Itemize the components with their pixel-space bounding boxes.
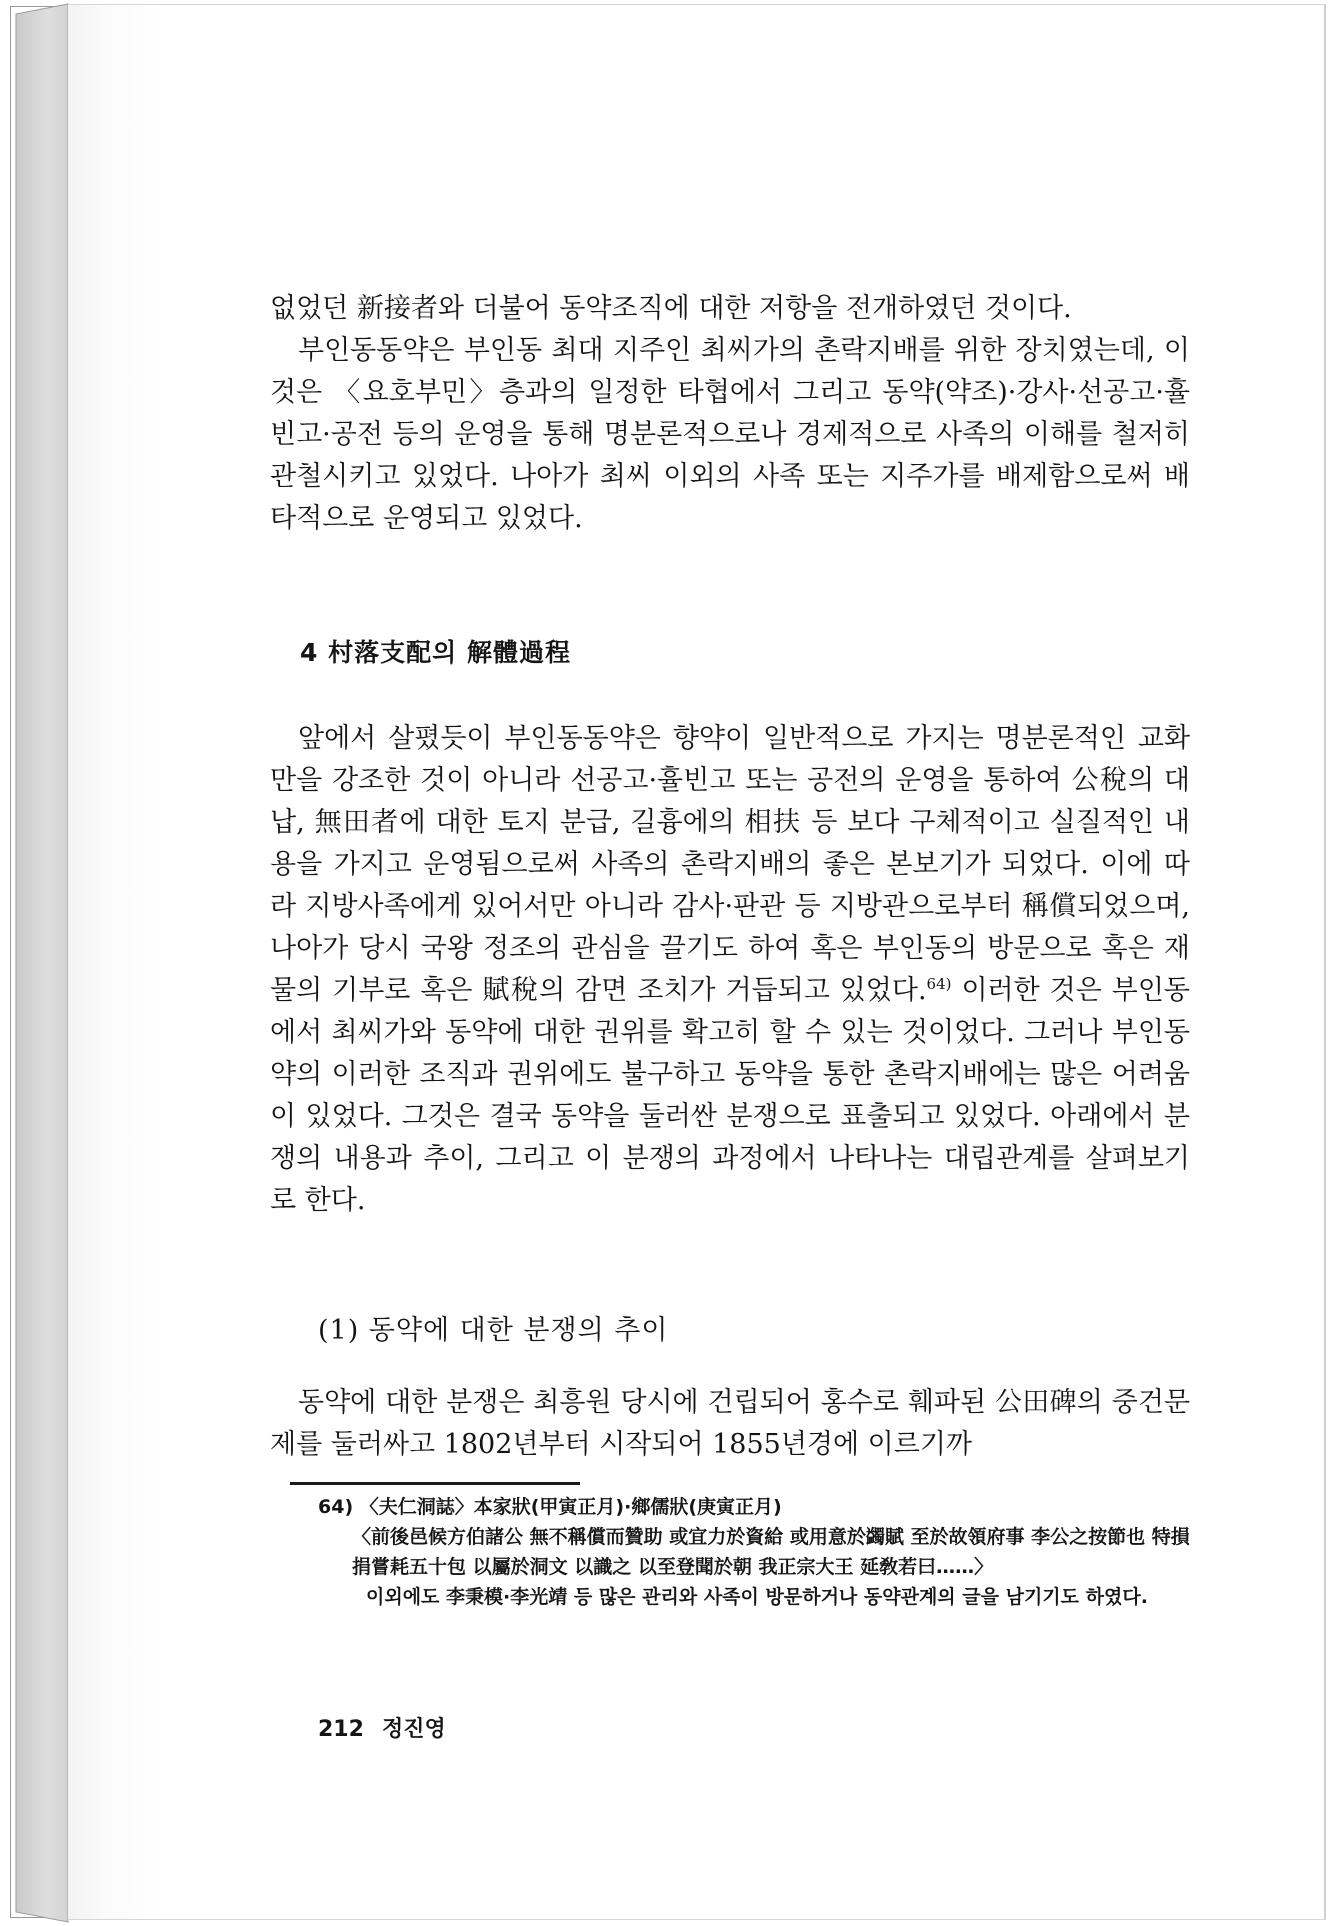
page-footer bbox=[318, 1712, 464, 1743]
page-number: 212 bbox=[318, 1717, 364, 1742]
footnote-64-extra: 이외에도 李秉模·李光靖 등 많은 관리와 사족이 방문하거나 동약관계의 글을 남기기도 하였다. bbox=[366, 1586, 1148, 1608]
footnote-64-head: 64) 〈夫仁洞誌〉本家狀(甲寅正月)·鄉儒狀(庚寅正月) bbox=[318, 1496, 782, 1518]
footnote-ref-64: 64) bbox=[926, 975, 952, 993]
paragraph-top bbox=[270, 288, 1190, 540]
footnotes bbox=[318, 1492, 1190, 1612]
section-body bbox=[270, 718, 1190, 1222]
paragraph-top-line1: 없었던 新接者와 더불어 동약조직에 대한 저항을 전개하였던 것이다. bbox=[270, 293, 1072, 324]
footnote-divider bbox=[290, 1482, 580, 1485]
section-heading: 4 村落支配의 解體過程 bbox=[300, 638, 571, 667]
paragraph-top-text: 부인동동약은 부인동 최대 지주인 최씨가의 촌락지배를 위한 장치였는데, 이것은 〈요호부민〉층과의 일정한 타협에서 그리고 동약(약조)·강사·선공고·휼빈고·공전 등의 운영을 통해 명분론적으로나 경제적으로 사족의 이해를 철저히 관철시키고 있었다. 나아가 최씨 이외의 사족 또는 지주가를 배제함으로써 배타적으로 운영되고 있었다. bbox=[270, 335, 1190, 534]
subsection-heading: (1) 동약에 대한 분쟁의 추이 bbox=[318, 1315, 669, 1346]
section-text-before-note: 앞에서 살폈듯이 부인동동약은 향약이 일반적으로 가지는 명분론적인 교화만을 강조한 것이 아니라 선공고·휼빈고 또는 공전의 운영을 통하여 公稅의 대납, 無田者에 대한 토지 분급, 길흉에의 相扶 등 보다 구체적이고 실질적인 내용을 가지고 운영됨으로써 사족의 촌락지배의 좋은 본보기가 되었다. 이에 따라 지방사족에게 있어서만 아니라 감사·판관 등 지방관으로부터 稱償되었으며, 나아가 당시 국왕 정조의 관심을 끌기도 하여 혹은 부인동의 방문으로 혹은 재물의 기부로 혹은 賦稅의 감면 조치가 거듭되고 있었다. bbox=[270, 723, 1190, 1006]
author-name: 정진영 bbox=[381, 1717, 446, 1742]
subsection-paragraph: 동약에 대한 분쟁은 최흥원 당시에 건립되어 홍수로 훼파된 公田碑의 중건문제를 둘러싸고 1802년부터 시작되어 1855년경에 이르기까 bbox=[270, 1387, 1190, 1460]
book-spine bbox=[0, 0, 70, 1926]
footnote-64-quote: 〈前後邑候方伯諸公 無不稱償而贊助 或宜力於資給 或用意於蠲賦 至於故領府事 李公之按節也 特損捐嘗耗五十包 以屬於洞文 以識之 以至登聞於朝 我正宗大王 延敎若曰……〉 bbox=[352, 1526, 1190, 1578]
section-paragraph bbox=[270, 718, 1190, 1222]
subsection-body bbox=[270, 1382, 1190, 1466]
section-text-after-note: 이러한 것은 부인동에서 최씨가와 동약에 대한 권위를 확고히 할 수 있는 것이었다. 그러나 부인동약의 이러한 조직과 권위에도 불구하고 동약을 통한 촌락지배에는 많은 어려움이 있었다. 그것은 결국 동약을 둘러싼 분쟁으로 표출되고 있었다. 아래에서 분쟁의 내용과 추이, 그리고 이 분쟁의 과정에서 나타나는 대립관계를 살펴보기로 한다. bbox=[270, 975, 1190, 1216]
